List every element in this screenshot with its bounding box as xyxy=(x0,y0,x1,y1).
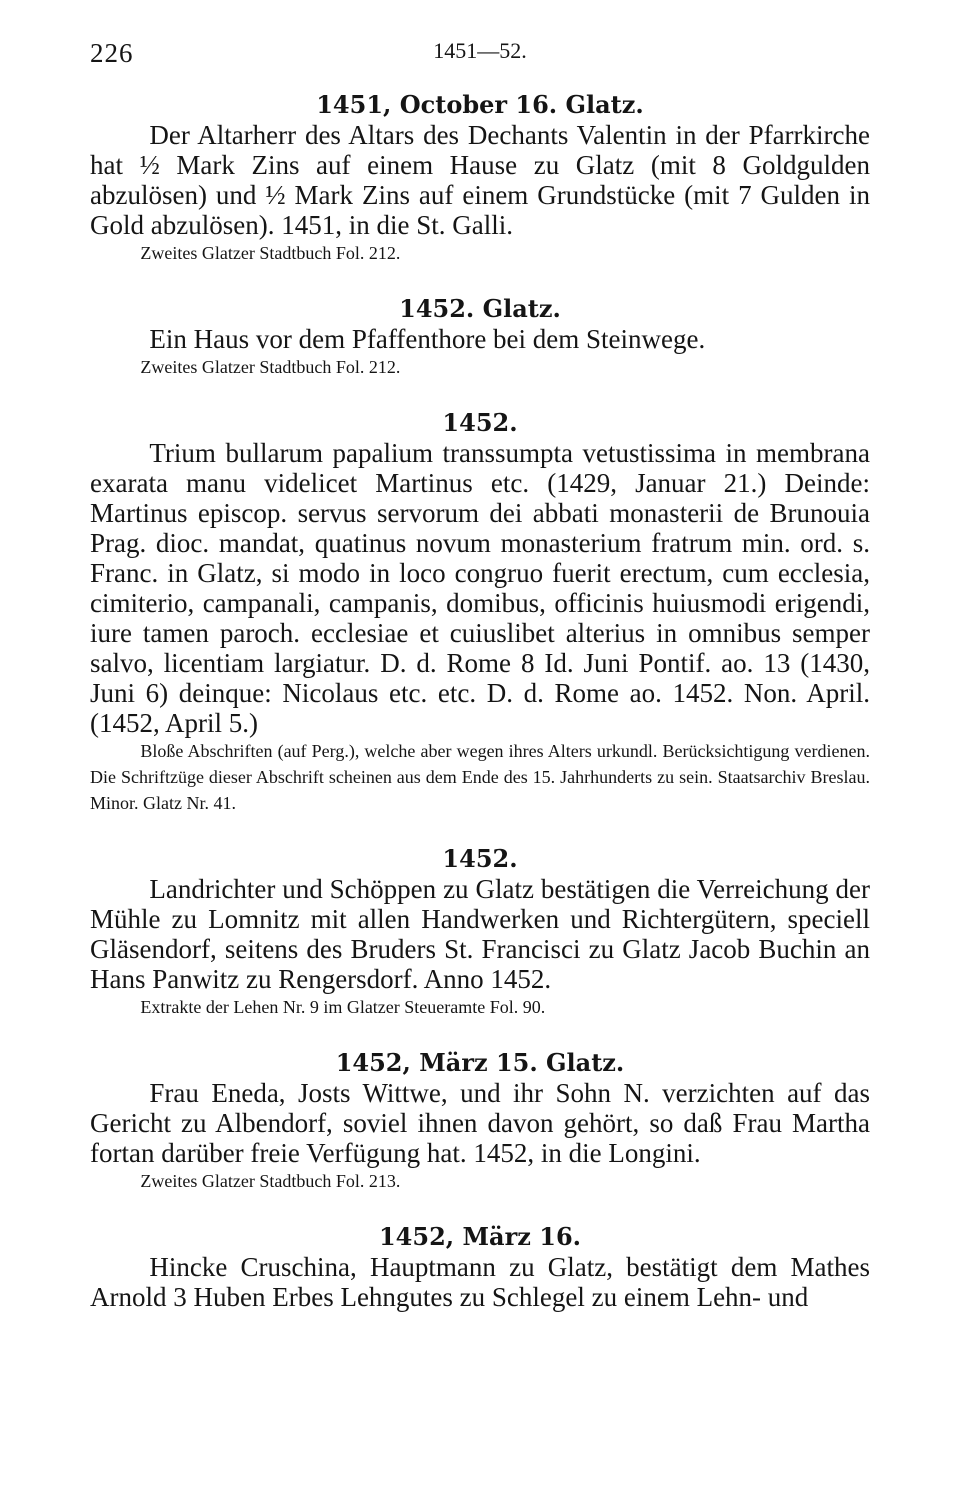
entry-heading: 1452. Glatz. xyxy=(399,294,561,323)
page-number: 226 xyxy=(90,38,134,68)
entry-text: Frau Eneda, Josts Wittwe, und ihr Sohn N. verzichten auf das Gericht zu Albendorf, soviel ihnen davon gehört, so daß Frau Martha fortan darüber freie Verfügung hat. 1452, in die Longini. xyxy=(90,1078,870,1168)
entry-heading: 1451, October 16. Glatz. xyxy=(316,90,644,119)
entry-1452-maerz-15 xyxy=(90,1048,870,1194)
entry-source: Zweites Glatzer Stadtbuch Fol. 212. xyxy=(140,357,401,377)
entry-text: Trium bullarum papalium transsumpta vetustissima in membrana exarata manu videlicet Martinus etc. (1429, Januar 21.) Deinde: Martinus episcop. servus servorum dei abbati monasterii de Brunouia Prag. dioc. mandat, quatinus novum monasterium fratrum min. ord. s. Franc. in Glatz, si modo in loco congruo fuerit erectum, cum ecclesia, cimiterio, campanali, campanis, domibus, officinis huiusmodi erigendi, iure tamen paroch. ecclesiae et cuiuslibet alterius in omnibus semper salvo, licentiam largiatur. D. d. Rome 8 Id. Juni Pontif. ao. 13 (1430, Juni 6) deinque: Nicolaus etc. etc. D. d. Rome ao. 1452. Non. April. (1452, April 5.) xyxy=(90,438,870,738)
entry-source: Bloße Abschriften (auf Perg.), welche aber wegen ihres Alters urkundl. Berücksichtigung verdienen. Die Schriftzüge dieser Abschrift scheinen aus dem Ende des 15. Jahrhunderts zu sein. Staatsarchiv Breslau. Minor. Glatz Nr. 41. xyxy=(90,741,870,813)
entry-1452-glatz xyxy=(90,294,870,380)
entry-text: Hincke Cruschina, Hauptmann zu Glatz, bestätigt dem Mathes Arnold 3 Huben Erbes Lehngutes zu Schlegel zu einem Lehn- und xyxy=(90,1252,870,1312)
entry-1451-october-16 xyxy=(90,90,870,266)
entry-text: Landrichter und Schöppen zu Glatz bestätigen die Verreichung der Mühle zu Lomnitz mit allen Handwerken und Richtergütern, speciell Gläsendorf, seitens des Bruders St. Francisci zu Glatz Jacob Buchin an Hans Panwitz zu Rengersdorf. Anno 1452. xyxy=(90,874,870,994)
running-title: 1451—52. xyxy=(433,38,527,63)
entry-heading: 1452, März 15. Glatz. xyxy=(335,1048,625,1077)
entry-1452-papal-bulls xyxy=(90,408,870,816)
entry-heading: 1452, März 16. xyxy=(378,1222,581,1251)
entry-heading: 1452. xyxy=(442,844,518,873)
entry-source: Zweites Glatzer Stadtbuch Fol. 212. xyxy=(140,243,401,263)
entry-1452-maerz-16 xyxy=(90,1222,870,1312)
entry-source: Extrakte der Lehen Nr. 9 im Glatzer Steueramte Fol. 90. xyxy=(140,997,546,1017)
entry-1452-landrichter xyxy=(90,844,870,1020)
page-body xyxy=(90,90,870,1312)
entry-text: Der Altarherr des Altars des Dechants Valentin in der Pfarrkirche hat ½ Mark Zins auf einem Hause zu Glatz (mit 8 Goldgulden abzulösen) und ½ Mark Zins auf einem Grundstücke (mit 7 Gulden in Gold abzulösen). 1451, in die St. Galli. xyxy=(90,120,870,240)
entry-heading: 1452. xyxy=(442,408,518,437)
entry-text: Ein Haus vor dem Pfaffenthore bei dem Steinwege. xyxy=(149,324,706,354)
entry-source: Zweites Glatzer Stadtbuch Fol. 213. xyxy=(140,1171,401,1191)
